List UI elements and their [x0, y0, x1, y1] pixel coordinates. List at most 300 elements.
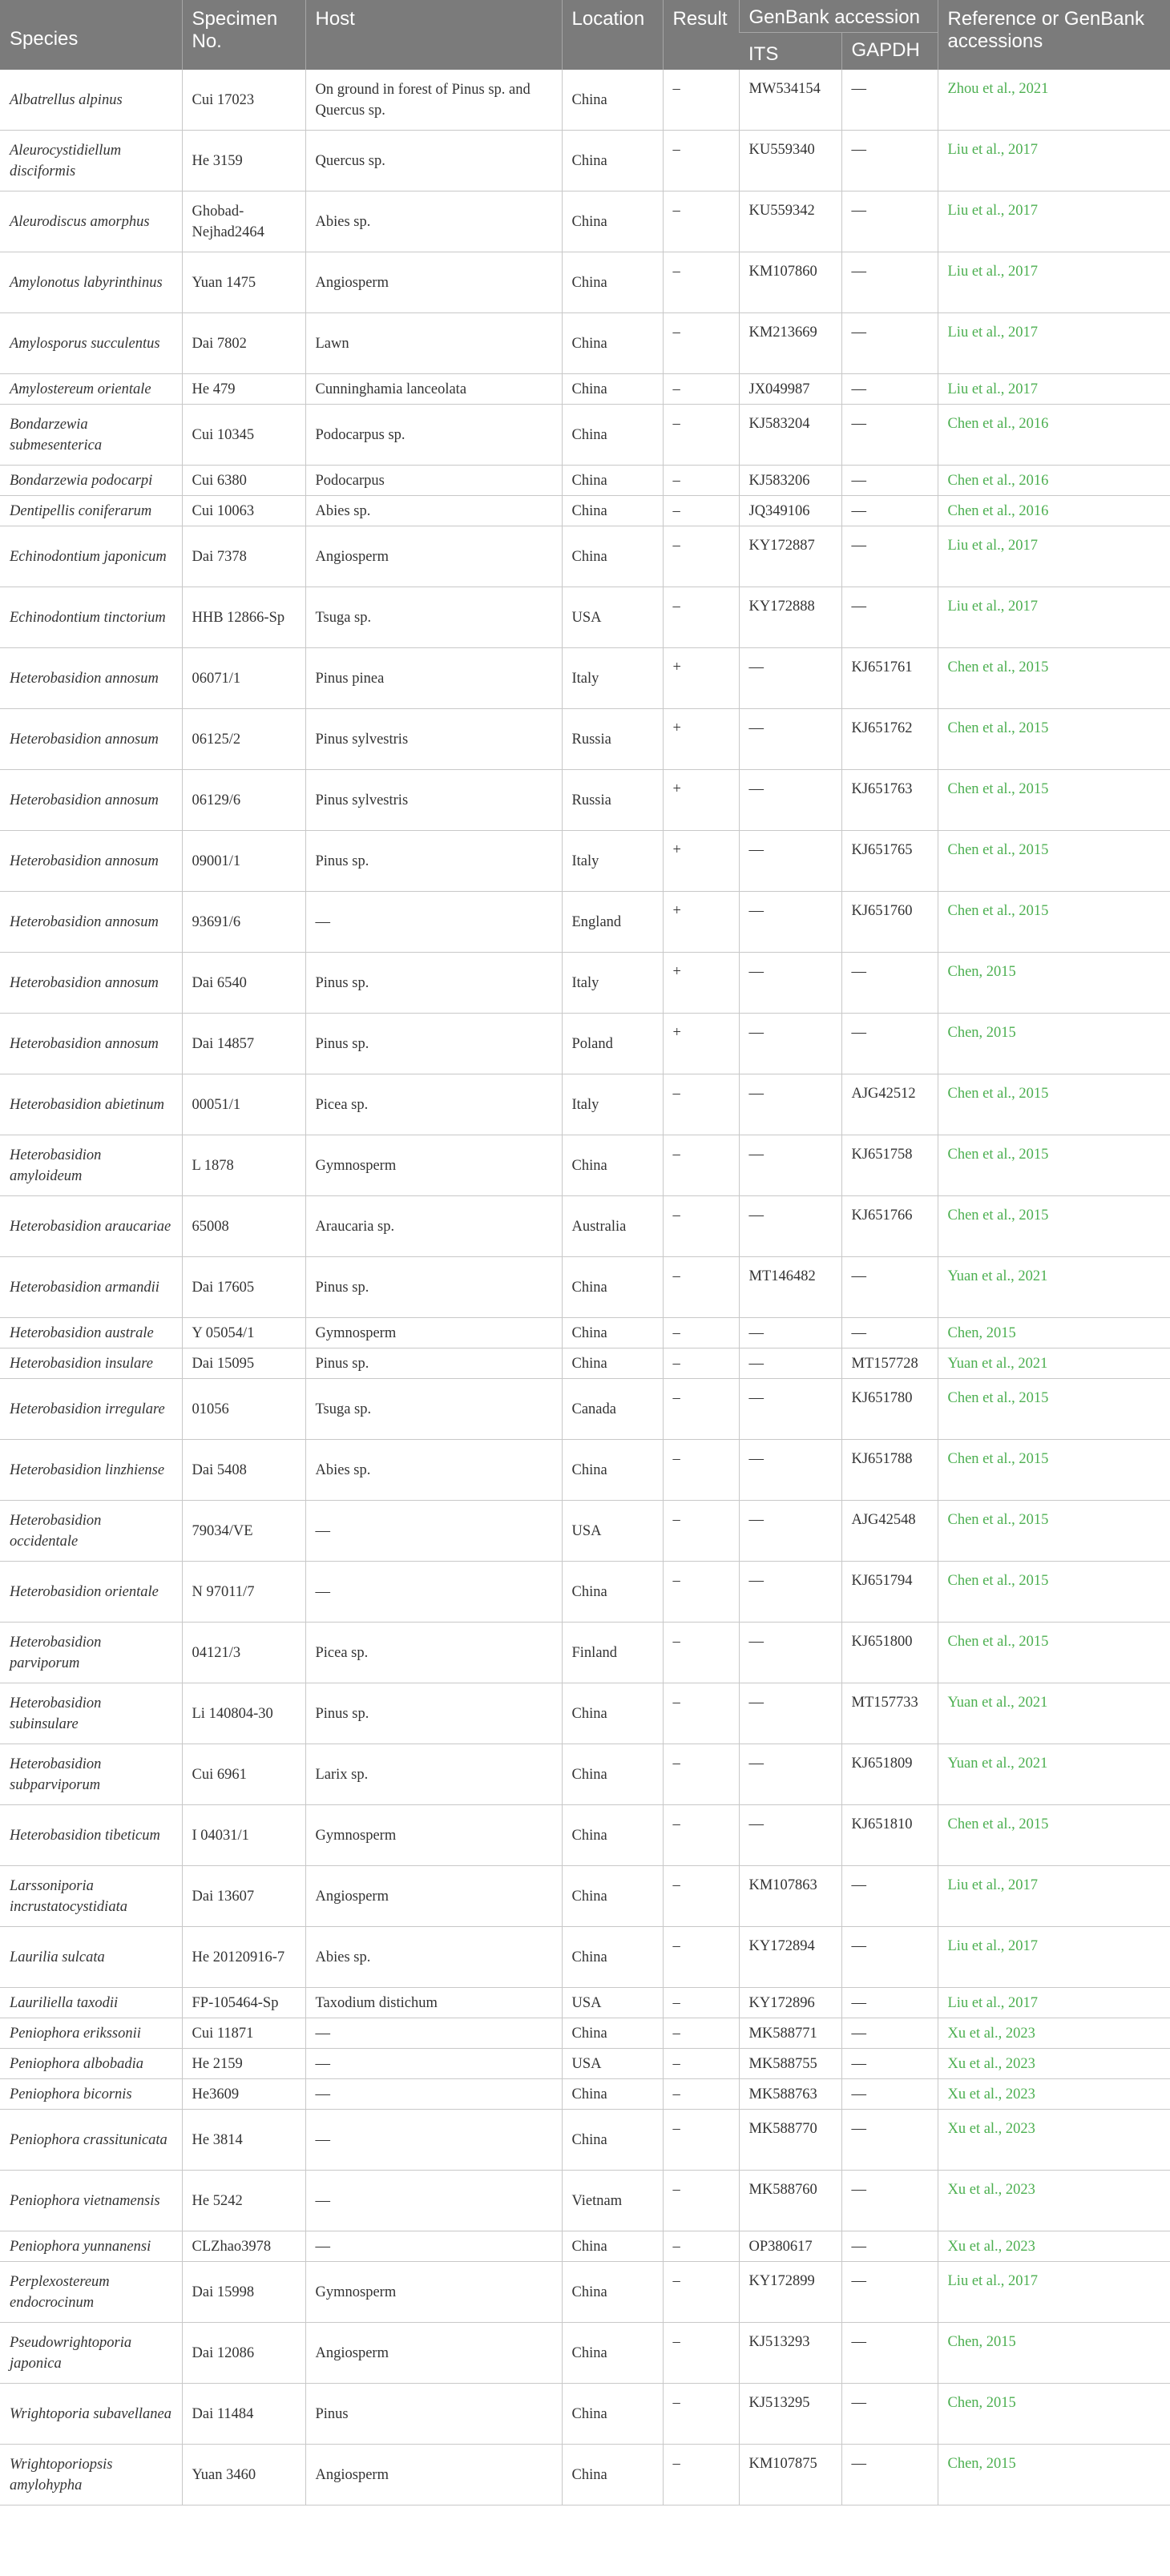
its-cell: — — [739, 770, 841, 831]
table-row — [0, 1683, 1170, 1744]
gapdh-cell: — — [841, 252, 938, 313]
species-cell: Heterobasidion subinsulare — [0, 1683, 182, 1744]
header-result[interactable]: Result — [663, 0, 739, 70]
gapdh-cell: — — [841, 466, 938, 496]
gapdh-cell: KJ651758 — [841, 1135, 938, 1196]
reference-link[interactable]: Yuan et al., 2021 — [938, 1683, 1170, 1744]
species-cell: Echinodontium japonicum — [0, 526, 182, 587]
gapdh-cell: — — [841, 2323, 938, 2384]
table-row — [0, 1501, 1170, 1562]
gapdh-cell: AJG42548 — [841, 1501, 938, 1562]
table-row — [0, 953, 1170, 1014]
host-cell: Pinus sp. — [305, 1683, 562, 1744]
location-cell: China — [562, 2384, 663, 2445]
specimen-cell: 00051/1 — [182, 1074, 305, 1135]
host-cell: Podocarpus — [305, 466, 562, 496]
specimen-cell: Dai 12086 — [182, 2323, 305, 2384]
reference-link[interactable]: Liu et al., 2017 — [938, 131, 1170, 191]
result-cell: – — [663, 1927, 739, 1988]
species-cell: Peniophora yunnanensi — [0, 2231, 182, 2262]
host-cell: Pinus — [305, 2384, 562, 2445]
its-cell: KM107875 — [739, 2445, 841, 2505]
its-cell: KY172888 — [739, 587, 841, 648]
result-cell: – — [663, 1562, 739, 1623]
specimen-cell: Cui 6380 — [182, 466, 305, 496]
reference-link[interactable]: Chen, 2015 — [938, 1318, 1170, 1348]
table-row — [0, 1379, 1170, 1440]
host-cell: Gymnosperm — [305, 1318, 562, 1348]
gapdh-cell: — — [841, 131, 938, 191]
host-cell: — — [305, 2171, 562, 2231]
table-row — [0, 2049, 1170, 2079]
location-cell: China — [562, 1318, 663, 1348]
result-cell: – — [663, 1074, 739, 1135]
table-row — [0, 770, 1170, 831]
species-cell: Pseudowrightoporia japonica — [0, 2323, 182, 2384]
host-cell: Pinus sp. — [305, 1014, 562, 1074]
reference-link[interactable]: Chen et al., 2015 — [938, 709, 1170, 770]
location-cell: China — [562, 1927, 663, 1988]
specimen-cell: Dai 13607 — [182, 1866, 305, 1927]
location-cell: China — [562, 1683, 663, 1744]
result-cell: + — [663, 770, 739, 831]
reference-link[interactable]: Liu et al., 2017 — [938, 1927, 1170, 1988]
table-row — [0, 405, 1170, 466]
reference-link[interactable]: Chen, 2015 — [938, 2384, 1170, 2445]
gapdh-cell: — — [841, 2231, 938, 2262]
table-header — [0, 0, 1170, 70]
table-row — [0, 1866, 1170, 1927]
host-cell: — — [305, 1501, 562, 1562]
species-cell: Heterobasidion linzhiense — [0, 1440, 182, 1501]
location-cell: China — [562, 1440, 663, 1501]
reference-link[interactable]: Chen et al., 2015 — [938, 1196, 1170, 1257]
gapdh-cell: KJ651761 — [841, 648, 938, 709]
reference-link[interactable]: Xu et al., 2023 — [938, 2079, 1170, 2110]
location-cell: Canada — [562, 1379, 663, 1440]
location-cell: China — [562, 496, 663, 526]
gapdh-cell: — — [841, 2384, 938, 2445]
its-cell: OP380617 — [739, 2231, 841, 2262]
specimen-cell: Dai 15998 — [182, 2262, 305, 2323]
reference-link[interactable]: Liu et al., 2017 — [938, 526, 1170, 587]
location-cell: Australia — [562, 1196, 663, 1257]
location-cell: China — [562, 191, 663, 252]
reference-link[interactable]: Chen et al., 2015 — [938, 1135, 1170, 1196]
its-cell: KY172894 — [739, 1927, 841, 1988]
host-cell: Abies sp. — [305, 1927, 562, 1988]
specimen-cell: 79034/VE — [182, 1501, 305, 1562]
result-cell: – — [663, 1988, 739, 2018]
host-cell: Abies sp. — [305, 496, 562, 526]
its-cell: — — [739, 892, 841, 953]
reference-link[interactable]: Xu et al., 2023 — [938, 2110, 1170, 2171]
its-cell: — — [739, 709, 841, 770]
table-row — [0, 1318, 1170, 1348]
location-cell: USA — [562, 587, 663, 648]
gapdh-cell: — — [841, 2018, 938, 2049]
reference-link[interactable]: Xu et al., 2023 — [938, 2231, 1170, 2262]
location-cell: China — [562, 1562, 663, 1623]
host-cell: Gymnosperm — [305, 1135, 562, 1196]
specimen-cell: L 1878 — [182, 1135, 305, 1196]
reference-link[interactable]: Chen et al., 2016 — [938, 466, 1170, 496]
result-cell: – — [663, 2445, 739, 2505]
its-cell: KJ583204 — [739, 405, 841, 466]
result-cell: – — [663, 252, 739, 313]
specimen-cell: Cui 11871 — [182, 2018, 305, 2049]
host-cell: — — [305, 2018, 562, 2049]
reference-link[interactable]: Yuan et al., 2021 — [938, 1744, 1170, 1805]
table-row — [0, 648, 1170, 709]
gapdh-cell: — — [841, 70, 938, 131]
host-cell: Tsuga sp. — [305, 1379, 562, 1440]
location-cell: China — [562, 1805, 663, 1866]
species-cell: Amylostereum orientale — [0, 374, 182, 405]
result-cell: – — [663, 2231, 739, 2262]
gapdh-cell: KJ651788 — [841, 1440, 938, 1501]
species-cell: Lauriliella taxodii — [0, 1988, 182, 2018]
species-cell: Peniophora vietnamensis — [0, 2171, 182, 2231]
result-cell: – — [663, 1257, 739, 1318]
table-row — [0, 2445, 1170, 2505]
host-cell: Podocarpus sp. — [305, 405, 562, 466]
table-row — [0, 2231, 1170, 2262]
result-cell: – — [663, 1805, 739, 1866]
specimen-cell: Cui 17023 — [182, 70, 305, 131]
host-cell: Angiosperm — [305, 2323, 562, 2384]
specimen-cell: He 3814 — [182, 2110, 305, 2171]
reference-link[interactable]: Chen et al., 2016 — [938, 405, 1170, 466]
specimen-cell: He 5242 — [182, 2171, 305, 2231]
location-cell: England — [562, 892, 663, 953]
gapdh-cell: KJ651763 — [841, 770, 938, 831]
result-cell: – — [663, 1348, 739, 1379]
reference-link[interactable]: Chen et al., 2015 — [938, 1074, 1170, 1135]
table-row — [0, 1257, 1170, 1318]
reference-link[interactable]: Zhou et al., 2021 — [938, 70, 1170, 131]
its-cell: KJ513295 — [739, 2384, 841, 2445]
gapdh-cell: — — [841, 313, 938, 374]
specimen-cell: 04121/3 — [182, 1623, 305, 1683]
header-species[interactable]: Species — [0, 0, 182, 70]
result-cell: – — [663, 1318, 739, 1348]
location-cell: China — [562, 1348, 663, 1379]
result-cell: – — [663, 2171, 739, 2231]
host-cell: Pinus sylvestris — [305, 709, 562, 770]
host-cell: — — [305, 2110, 562, 2171]
location-cell: Finland — [562, 1623, 663, 1683]
table-row — [0, 313, 1170, 374]
gapdh-cell: — — [841, 2445, 938, 2505]
specimen-cell: Dai 15095 — [182, 1348, 305, 1379]
location-cell: USA — [562, 1988, 663, 2018]
its-cell: JQ349106 — [739, 496, 841, 526]
host-cell: — — [305, 892, 562, 953]
species-cell: Heterobasidion annosum — [0, 1014, 182, 1074]
result-cell: + — [663, 831, 739, 892]
species-cell: Heterobasidion annosum — [0, 648, 182, 709]
gapdh-cell: — — [841, 2110, 938, 2171]
gapdh-cell: — — [841, 2171, 938, 2231]
specimen-cell: 93691/6 — [182, 892, 305, 953]
gapdh-cell: — — [841, 1927, 938, 1988]
host-cell: — — [305, 1562, 562, 1623]
gapdh-cell: AJG42512 — [841, 1074, 938, 1135]
host-cell: Pinus sylvestris — [305, 770, 562, 831]
species-cell: Heterobasidion araucariae — [0, 1196, 182, 1257]
its-cell: — — [739, 1562, 841, 1623]
location-cell: Poland — [562, 1014, 663, 1074]
reference-link[interactable]: Chen et al., 2015 — [938, 1623, 1170, 1683]
result-cell: + — [663, 892, 739, 953]
its-cell: MK588763 — [739, 2079, 841, 2110]
table-row — [0, 191, 1170, 252]
its-cell: KM107860 — [739, 252, 841, 313]
species-cell: Heterobasidion amyloideum — [0, 1135, 182, 1196]
location-cell: China — [562, 1257, 663, 1318]
location-cell: China — [562, 2262, 663, 2323]
header-its[interactable]: ITS — [739, 33, 841, 71]
location-cell: China — [562, 1866, 663, 1927]
reference-link[interactable]: Chen et al., 2015 — [938, 1562, 1170, 1623]
result-cell: – — [663, 2323, 739, 2384]
species-cell: Heterobasidion parviporum — [0, 1623, 182, 1683]
table-row — [0, 526, 1170, 587]
gapdh-cell: — — [841, 191, 938, 252]
its-cell: KM213669 — [739, 313, 841, 374]
header-location[interactable]: Location — [562, 0, 663, 70]
host-cell: — — [305, 2231, 562, 2262]
species-cell: Laurilia sulcata — [0, 1927, 182, 1988]
host-cell: Abies sp. — [305, 1440, 562, 1501]
host-cell: Pinus sp. — [305, 1257, 562, 1318]
species-cell: Albatrellus alpinus — [0, 70, 182, 131]
location-cell: China — [562, 2445, 663, 2505]
specimen-cell: Cui 10063 — [182, 496, 305, 526]
its-cell: KJ513293 — [739, 2323, 841, 2384]
result-cell: – — [663, 1196, 739, 1257]
table-row — [0, 1135, 1170, 1196]
species-cell: Perplexostereum endocrocinum — [0, 2262, 182, 2323]
its-cell: — — [739, 1440, 841, 1501]
gapdh-cell: — — [841, 526, 938, 587]
its-cell: — — [739, 953, 841, 1014]
gapdh-cell: — — [841, 2262, 938, 2323]
specimen-cell: 06129/6 — [182, 770, 305, 831]
location-cell: Vietnam — [562, 2171, 663, 2231]
table-row — [0, 2079, 1170, 2110]
species-cell: Echinodontium tinctorium — [0, 587, 182, 648]
gapdh-cell: — — [841, 1988, 938, 2018]
species-cell: Heterobasidion annosum — [0, 709, 182, 770]
specimen-cell: Li 140804-30 — [182, 1683, 305, 1744]
specimen-cell: Dai 7378 — [182, 526, 305, 587]
reference-link[interactable]: Chen et al., 2015 — [938, 1440, 1170, 1501]
species-cell: Wrightoporia subavellanea — [0, 2384, 182, 2445]
table-row — [0, 1805, 1170, 1866]
reference-link[interactable]: Chen et al., 2015 — [938, 1379, 1170, 1440]
specimen-cell: Dai 11484 — [182, 2384, 305, 2445]
header-host[interactable]: Host — [305, 0, 562, 70]
reference-link[interactable]: Yuan et al., 2021 — [938, 1348, 1170, 1379]
table-body — [0, 70, 1170, 2505]
gapdh-cell: KJ651762 — [841, 709, 938, 770]
reference-link[interactable]: Liu et al., 2017 — [938, 252, 1170, 313]
table-row — [0, 131, 1170, 191]
specimen-cell: He 20120916-7 — [182, 1927, 305, 1988]
reference-link[interactable]: Chen, 2015 — [938, 953, 1170, 1014]
specimen-cell: FP-105464-Sp — [182, 1988, 305, 2018]
header-gapdh[interactable]: GAPDH — [841, 33, 938, 71]
gapdh-cell: MT157728 — [841, 1348, 938, 1379]
gapdh-cell: — — [841, 2079, 938, 2110]
result-cell: – — [663, 1501, 739, 1562]
host-cell: Taxodium distichum — [305, 1988, 562, 2018]
specimen-cell: N 97011/7 — [182, 1562, 305, 1623]
gapdh-cell: KJ651794 — [841, 1562, 938, 1623]
reference-link[interactable]: Xu et al., 2023 — [938, 2018, 1170, 2049]
specimen-cell: Y 05054/1 — [182, 1318, 305, 1348]
specimen-cell: Dai 5408 — [182, 1440, 305, 1501]
table-row — [0, 1623, 1170, 1683]
location-cell: China — [562, 2079, 663, 2110]
species-cell: Peniophora crassitunicata — [0, 2110, 182, 2171]
species-cell: Dentipellis coniferarum — [0, 496, 182, 526]
its-cell: MK588760 — [739, 2171, 841, 2231]
reference-link[interactable]: Yuan et al., 2021 — [938, 1257, 1170, 1318]
header-specimen[interactable]: Specimen No. — [182, 0, 305, 70]
reference-link[interactable]: Chen et al., 2015 — [938, 1805, 1170, 1866]
reference-link[interactable]: Liu et al., 2017 — [938, 191, 1170, 252]
result-cell: – — [663, 496, 739, 526]
specimen-cell: Dai 7802 — [182, 313, 305, 374]
location-cell: China — [562, 2231, 663, 2262]
gapdh-cell: KJ651760 — [841, 892, 938, 953]
reference-link[interactable]: Chen, 2015 — [938, 2445, 1170, 2505]
result-cell: – — [663, 2079, 739, 2110]
header-reference[interactable]: Reference or GenBank accessions — [938, 0, 1170, 70]
species-cell: Heterobasidion subparviporum — [0, 1744, 182, 1805]
gapdh-cell: KJ651765 — [841, 831, 938, 892]
reference-link[interactable]: Chen et al., 2016 — [938, 496, 1170, 526]
species-cell: Amylonotus labyrinthinus — [0, 252, 182, 313]
gapdh-cell: — — [841, 1318, 938, 1348]
location-cell: China — [562, 526, 663, 587]
location-cell: Italy — [562, 831, 663, 892]
specimen-cell: Dai 14857 — [182, 1014, 305, 1074]
gapdh-cell: — — [841, 587, 938, 648]
species-cell: Heterobasidion annosum — [0, 831, 182, 892]
specimen-cell: He 3159 — [182, 131, 305, 191]
specimen-cell: Yuan 1475 — [182, 252, 305, 313]
specimen-cell: Dai 6540 — [182, 953, 305, 1014]
reference-link[interactable]: Chen, 2015 — [938, 2323, 1170, 2384]
table-row — [0, 1440, 1170, 1501]
its-cell: — — [739, 1501, 841, 1562]
its-cell: KU559340 — [739, 131, 841, 191]
species-cell: Heterobasidion annosum — [0, 892, 182, 953]
reference-link[interactable]: Chen et al., 2015 — [938, 770, 1170, 831]
location-cell: China — [562, 131, 663, 191]
table-row — [0, 70, 1170, 131]
location-cell: China — [562, 405, 663, 466]
location-cell: China — [562, 70, 663, 131]
specimen-cell: 09001/1 — [182, 831, 305, 892]
gapdh-cell: KJ651809 — [841, 1744, 938, 1805]
host-cell: Larix sp. — [305, 1744, 562, 1805]
its-cell: KY172899 — [739, 2262, 841, 2323]
specimen-cell: He 479 — [182, 374, 305, 405]
reference-link[interactable]: Chen, 2015 — [938, 1014, 1170, 1074]
species-cell: Heterobasidion abietinum — [0, 1074, 182, 1135]
result-cell: + — [663, 709, 739, 770]
table-row — [0, 587, 1170, 648]
specimen-cell: Ghobad-Nejhad2464 — [182, 191, 305, 252]
host-cell: Picea sp. — [305, 1074, 562, 1135]
location-cell: USA — [562, 1501, 663, 1562]
table-row — [0, 1988, 1170, 2018]
result-cell: – — [663, 1744, 739, 1805]
host-cell: Angiosperm — [305, 1866, 562, 1927]
specimen-cell: Cui 6961 — [182, 1744, 305, 1805]
reference-link[interactable]: Chen et al., 2015 — [938, 648, 1170, 709]
gapdh-cell: — — [841, 2049, 938, 2079]
specimen-cell: Cui 10345 — [182, 405, 305, 466]
reference-link[interactable]: Liu et al., 2017 — [938, 2262, 1170, 2323]
table-row — [0, 2110, 1170, 2171]
its-cell: KM107863 — [739, 1866, 841, 1927]
reference-link[interactable]: Chen et al., 2015 — [938, 892, 1170, 953]
specimen-cell: He3609 — [182, 2079, 305, 2110]
location-cell: USA — [562, 2049, 663, 2079]
gapdh-cell: — — [841, 1257, 938, 1318]
its-cell: MK588771 — [739, 2018, 841, 2049]
table-row — [0, 1196, 1170, 1257]
result-cell: – — [663, 2049, 739, 2079]
table-row — [0, 2384, 1170, 2445]
reference-link[interactable]: Liu et al., 2017 — [938, 587, 1170, 648]
species-cell: Aleurodiscus amorphus — [0, 191, 182, 252]
result-cell: – — [663, 1379, 739, 1440]
reference-link[interactable]: Chen et al., 2015 — [938, 1501, 1170, 1562]
species-cell: Heterobasidion orientale — [0, 1562, 182, 1623]
gapdh-cell: — — [841, 1014, 938, 1074]
specimen-cell: Dai 17605 — [182, 1257, 305, 1318]
location-cell: China — [562, 374, 663, 405]
reference-link[interactable]: Liu et al., 2017 — [938, 1988, 1170, 2018]
gapdh-cell: — — [841, 496, 938, 526]
specimen-cell: He 2159 — [182, 2049, 305, 2079]
result-cell: – — [663, 2262, 739, 2323]
species-cell: Peniophora erikssonii — [0, 2018, 182, 2049]
result-cell: – — [663, 1683, 739, 1744]
species-cell: Heterobasidion irregulare — [0, 1379, 182, 1440]
reference-link[interactable]: Xu et al., 2023 — [938, 2171, 1170, 2231]
table-row — [0, 892, 1170, 953]
reference-link[interactable]: Xu et al., 2023 — [938, 2049, 1170, 2079]
specimen-cell: 06071/1 — [182, 648, 305, 709]
result-cell: – — [663, 313, 739, 374]
reference-link[interactable]: Liu et al., 2017 — [938, 313, 1170, 374]
reference-link[interactable]: Chen et al., 2015 — [938, 831, 1170, 892]
reference-link[interactable]: Liu et al., 2017 — [938, 374, 1170, 405]
gapdh-cell: — — [841, 1866, 938, 1927]
result-cell: – — [663, 1135, 739, 1196]
reference-link[interactable]: Liu et al., 2017 — [938, 1866, 1170, 1927]
location-cell: China — [562, 2018, 663, 2049]
table-row — [0, 2262, 1170, 2323]
